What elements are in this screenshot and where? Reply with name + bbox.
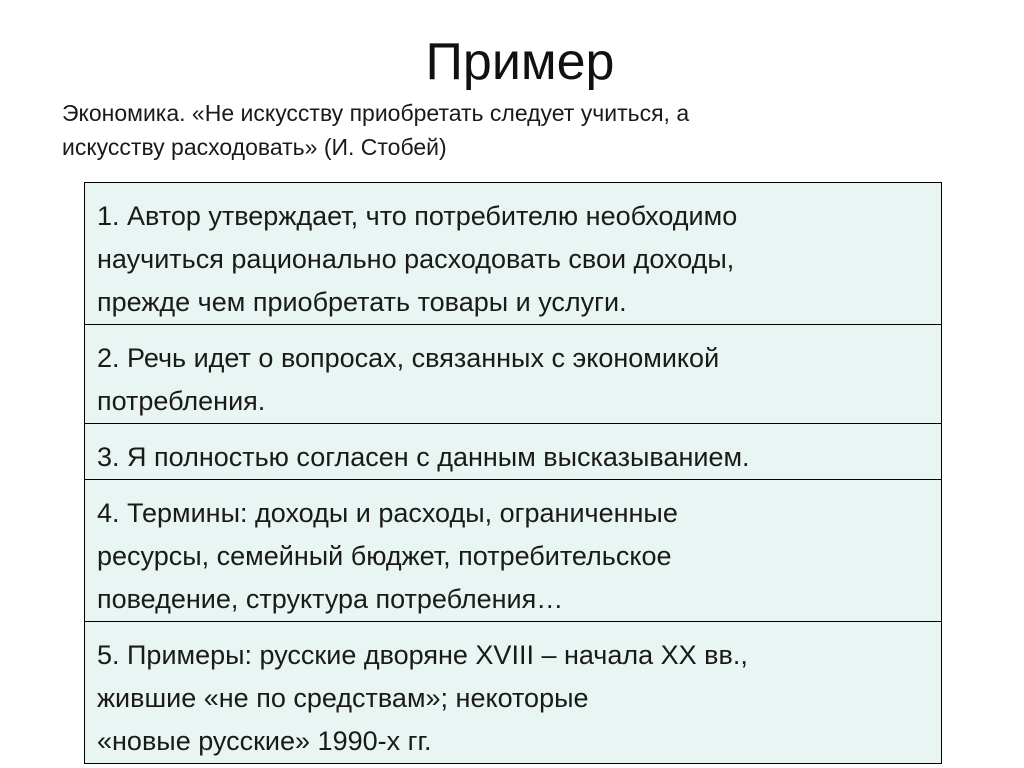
quote-line: Экономика. «Не искусству приобретать следует учиться, а bbox=[62, 100, 690, 126]
answer-line: 2. Речь идет о вопросах, связанных с экономикой bbox=[97, 343, 720, 373]
answer-cell-4 bbox=[85, 480, 942, 622]
answer-line: прежде чем приобретать товары и услуги. bbox=[97, 287, 627, 317]
answer-line: 3. Я полностью согласен с данным высказыванием. bbox=[97, 442, 750, 472]
answer-line: 1. Автор утверждает, что потребителю необходимо bbox=[97, 201, 738, 231]
answer-cell-3 bbox=[85, 424, 942, 480]
slide-title: Пример bbox=[425, 33, 615, 91]
answer-cell-2 bbox=[85, 325, 942, 424]
table-row bbox=[85, 183, 942, 325]
answer-line: жившие «не по средствам»; некоторые bbox=[97, 683, 589, 713]
answer-line: научиться рационально расходовать свои доходы, bbox=[97, 244, 735, 274]
answer-cell-5 bbox=[85, 622, 942, 764]
answer-line: поведение, структура потребления… bbox=[97, 584, 564, 614]
answer-line: потребления. bbox=[97, 386, 266, 416]
answer-line: 4. Термины: доходы и расходы, ограниченные bbox=[97, 498, 678, 528]
quote-line: искусству расходовать» (И. Стобей) bbox=[62, 134, 447, 160]
quote-text bbox=[62, 96, 892, 164]
table-row bbox=[85, 325, 942, 424]
answer-cell-1 bbox=[85, 183, 942, 325]
table-row bbox=[85, 480, 942, 622]
answer-line: ресурсы, семейный бюджет, потребительское bbox=[97, 541, 672, 571]
answer-line: «новые русские» 1990-х гг. bbox=[97, 726, 432, 756]
answer-table bbox=[84, 182, 942, 764]
table-row bbox=[85, 424, 942, 480]
table-row bbox=[85, 622, 942, 764]
answer-line: 5. Примеры: русские дворяне XVIII – начала XX вв., bbox=[97, 640, 748, 670]
